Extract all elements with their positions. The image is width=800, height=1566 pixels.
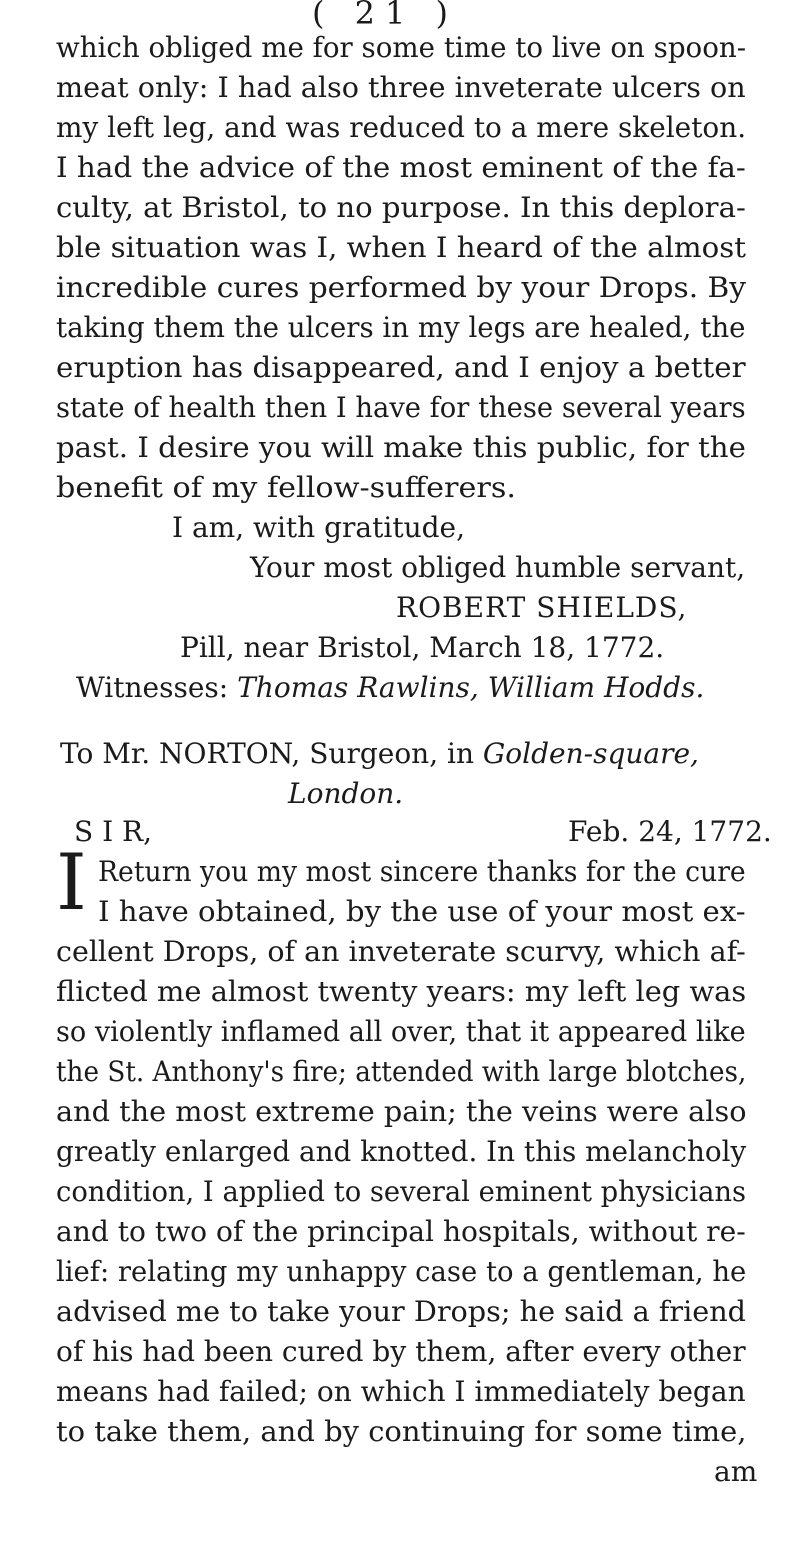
letter-one-line-4: I had the advice of the most eminent of the fa- (56, 151, 746, 184)
letter-one-line-6: ble situation was I, when I heard of the almost (56, 231, 746, 264)
letter-two-line-5: so violently inflamed all over, that it appeared like (56, 1015, 746, 1048)
salutation: S I R, (74, 815, 153, 848)
letter-one-line-10: state of health then I have for these several years (56, 391, 746, 424)
letter-two-line-10: and to two of the principal hospitals, without re- (56, 1215, 746, 1248)
letter-one-line-12: benefit of my fellow-sufferers. (56, 471, 516, 504)
letter-two-line-15: to take them, and by continuing for some time, (56, 1415, 747, 1448)
letter-two-line-12: advised me to take your Drops; he said a friend (56, 1295, 747, 1328)
letter-one-line-7: incredible cures performed by your Drops. By (56, 271, 747, 304)
letter-one-line-1: which obliged me for some time to live on spoon- (56, 31, 747, 64)
letter-two-line-13: of his had been cured by them, after every other (56, 1335, 746, 1368)
drop-cap: I (56, 838, 87, 928)
letter-two-line-9: condition, I applied to several eminent physicians (56, 1175, 747, 1208)
letter-one-line-3: my left leg, and was reduced to a mere skeleton. (56, 111, 747, 144)
letter-two-line-2: I have obtained, by the use of your most ex- (98, 895, 746, 928)
signature: ROBERT SHIELDS, (396, 591, 688, 624)
letter-one-line-5: culty, at Bristol, to no purpose. In this deplora- (56, 191, 746, 224)
witnesses-label: Witnesses: (76, 671, 229, 704)
letter-two-line-6: the St. Anthony's fire; attended with large blotches, (56, 1055, 747, 1088)
valediction: Your most obliged humble servant, (250, 551, 746, 584)
letter-two-line-7: and the most extreme pain; the veins were also (56, 1095, 747, 1128)
closing-line: I am, with gratitude, (172, 511, 466, 544)
catchword: am (714, 1455, 758, 1488)
witnesses-line (76, 668, 704, 708)
letter-two-line-1: Return you my most sincere thanks for the cure (98, 855, 746, 888)
address-prefix: To Mr. NORTON, Surgeon, in (60, 737, 474, 770)
page-number: ( 21 ) (312, 0, 459, 32)
letter-one-line-2: meat only: I had also three inveterate ulcers on (56, 71, 746, 104)
address-line (60, 734, 699, 774)
address-place: Golden-square, (482, 737, 699, 770)
letter-one-line-8: taking them the ulcers in my legs are healed, the (56, 311, 746, 344)
letter-date: Feb. 24, 1772. (568, 815, 772, 848)
witnesses-names: Thomas Rawlins, William Hodds. (237, 671, 705, 704)
letter-two-line-3: cellent Drops, of an inveterate scurvy, which af- (56, 935, 746, 968)
place-date: Pill, near Bristol, March 18, 1772. (180, 631, 665, 664)
letter-one-line-9: eruption has disappeared, and I enjoy a better (56, 351, 746, 384)
letter-two-line-11: lief: relating my unhappy case to a gentleman, he (56, 1255, 747, 1288)
letter-two-line-8: greatly enlarged and knotted. In this melancholy (56, 1135, 747, 1168)
letter-one-line-11: past. I desire you will make this public, for the (56, 431, 746, 464)
letter-two-line-4: flicted me almost twenty years: my left leg was (56, 975, 747, 1008)
address-city: London. (288, 777, 404, 810)
letter-two-line-14: means had failed; on which I immediately began (56, 1375, 746, 1408)
